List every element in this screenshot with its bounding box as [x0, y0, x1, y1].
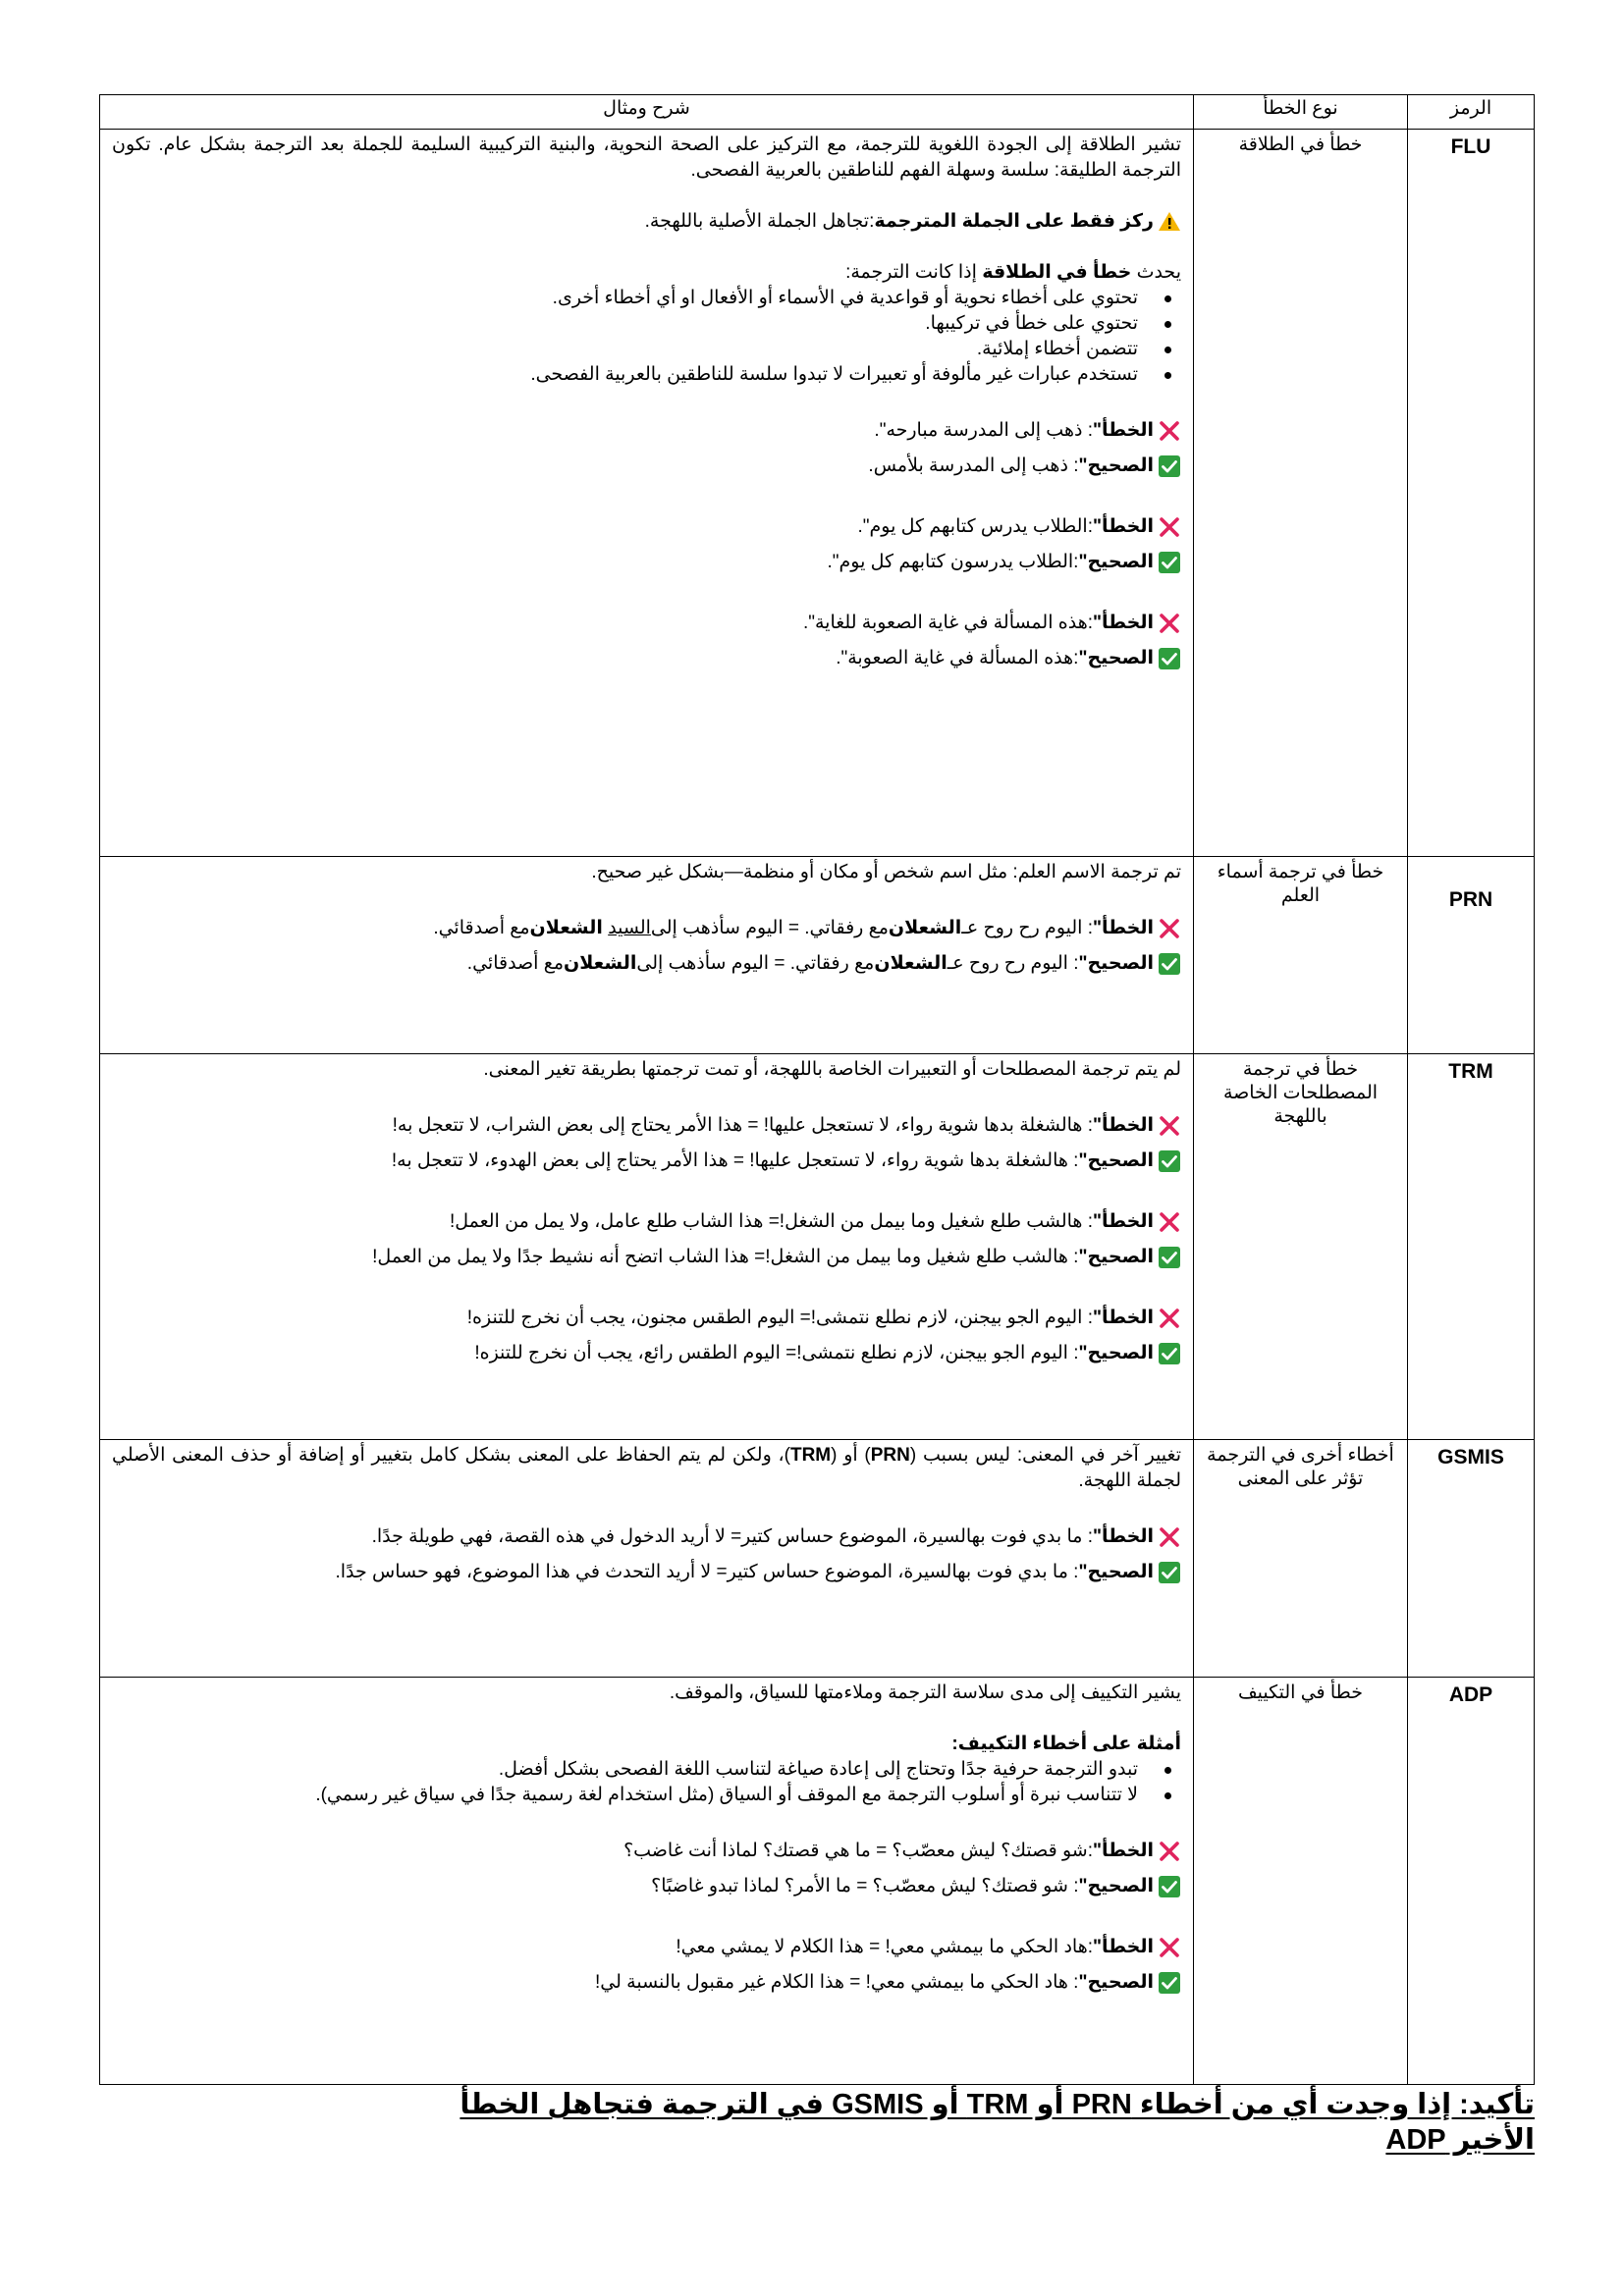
list-item: تحتوي على أخطاء نحوية أو قواعدية في الأسماء أو الأفعال او أي أخطاء أخرى. [112, 286, 1138, 311]
header-type: نوع الخطأ [1194, 95, 1408, 130]
cross-mark-icon [1158, 1210, 1181, 1234]
flu-warning-bold: ركز فقط على الجملة المترجمة [874, 211, 1154, 232]
flu-occurs-post: إذا كانت الترجمة: [845, 262, 983, 283]
type-flu: خطأ في الطلاقة [1194, 130, 1408, 857]
proper-name: الشعلان [888, 918, 962, 938]
flu-occurs-pre: يحدث [1131, 262, 1181, 283]
table-row-flu [100, 130, 1535, 857]
cross-mark-icon [1158, 419, 1181, 443]
adp-example-2-wrong [112, 1930, 1181, 1965]
right-label: الصحيح" [1078, 1972, 1154, 1993]
right-label: الصحيح" [1078, 953, 1154, 974]
flu-warning [112, 209, 1181, 235]
adp-intro: يشير التكييف إلى مدى سلاسة الترجمة وملاءمتها للسياق، والموقف. [669, 1682, 1181, 1703]
proper-name: الشعلان [564, 953, 637, 974]
table-row-trm [100, 1054, 1535, 1440]
right-text-a: : اليوم رح روح عـ [947, 953, 1079, 974]
right-label: الصحيح" [1078, 648, 1154, 668]
wrong-label: الخطأ" [1093, 1937, 1154, 1957]
adp-bullet-list [112, 1757, 1181, 1808]
wrong-text: : ذهب إلى المدرسة مبارحه". [874, 420, 1093, 441]
list-item: لا تتناسب نبرة أو أسلوب الترجمة مع الموقف أو السياق (مثل استخدام لغة رسمية جدًا في سياق غير رسمي). [112, 1783, 1138, 1808]
list-item: تستخدم عبارات غير مألوفة أو تعبيرات لا تبدوا سلسة للناطقين بالعربية الفصحى. [112, 362, 1138, 388]
prn-example-wrong [112, 911, 1181, 946]
cross-mark-icon [1158, 1114, 1181, 1138]
code-prn: PRN [1408, 857, 1535, 1054]
gsmis-intro-trm: TRM [789, 1445, 832, 1466]
warning-icon [1158, 210, 1181, 234]
table-header-row [100, 95, 1535, 130]
error-types-table [99, 94, 1535, 2085]
type-prn: خطأ في ترجمة أسماء العلم [1194, 857, 1408, 1054]
list-item: تبدو الترجمة حرفية جدًا وتحتاج إلى إعادة صياغة لتناسب اللغة الفصحى بشكل أفضل. [112, 1757, 1138, 1783]
code-gsmis: GSMIS [1408, 1440, 1535, 1678]
code-trm: TRM [1408, 1054, 1535, 1440]
cross-mark-icon [1158, 1307, 1181, 1330]
wrong-text-d: مع أصدقائي. [433, 918, 530, 938]
flu-example-3-wrong [112, 606, 1181, 641]
right-text: : اليوم الجو بيجنن، لازم نطلع نتمشى!= اليوم الطقس رائع، يجب أن نخرج للتنزه! [474, 1343, 1079, 1363]
cross-mark-icon [1158, 917, 1181, 940]
desc-flu [100, 130, 1194, 857]
flu-example-2-right [112, 545, 1181, 580]
trm-intro: لم يتم ترجمة المصطلحات أو التعبيرات الخاصة باللهجة، أو تمت ترجمتها بطريقة تغير المعنى. [483, 1059, 1181, 1080]
final-note: تأكيد: إذا وجدت أي من أخطاء PRN أو TRM أو GSMIS في الترجمة فتجاهل الخطأ الأخير ADP [460, 2089, 1535, 2156]
trm-example-3-wrong [112, 1301, 1181, 1336]
header-code: الرمز [1408, 95, 1535, 130]
desc-trm [100, 1054, 1194, 1440]
wrong-text: : ما بدي فوت بهالسيرة، الموضوع حساس كتير= لا أريد الدخول في هذه القصة، فهي طويلة جدًا. [371, 1526, 1093, 1547]
wrong-text: :هاد الحكي ما بيمشي معي! = هذا الكلام لا يمشي معي! [676, 1937, 1093, 1957]
check-box-icon [1158, 952, 1181, 976]
check-box-icon [1158, 647, 1181, 670]
table-row-prn [100, 857, 1535, 1054]
right-label: الصحيح" [1078, 455, 1154, 476]
right-text-d: مع أصدقائي. [466, 953, 565, 974]
gsmis-intro-b: ) أو ( [831, 1445, 871, 1466]
trm-example-1-right [112, 1144, 1181, 1179]
flu-example-1-wrong [112, 413, 1181, 449]
right-text: : ما بدي فوت بهالسيرة، الموضوع حساس كتير= لا أريد التحدث في هذا الموضوع، فهو حساس جدًا. [335, 1562, 1079, 1582]
wrong-label: الخطأ" [1093, 420, 1154, 441]
table-row-adp [100, 1678, 1535, 2085]
right-label: الصحيح" [1078, 1247, 1154, 1267]
gsmis-example-wrong [112, 1520, 1181, 1555]
wrong-text: :شو قصتك؟ ليش معصّب؟ = ما هي قصتك؟ لماذا أنت غاضب؟ [623, 1841, 1093, 1861]
right-text-b: مع رفقاتي. = اليوم سأذهب إلى [636, 953, 875, 974]
wrong-label: الخطأ" [1093, 516, 1154, 537]
check-box-icon [1158, 454, 1181, 478]
prn-intro: تم ترجمة الاسم العلم: مثل اسم شخص أو مكان أو منظمة—بشكل غير صحيح. [591, 862, 1181, 882]
wrong-label: الخطأ" [1093, 918, 1154, 938]
right-text: : شو قصتك؟ ليش معصّب؟ = ما الأمر؟ لماذا تبدو غاضبًا؟ [651, 1876, 1079, 1896]
wrong-label: الخطأ" [1093, 1841, 1154, 1861]
wrong-text: :الطلاب يدرس كتابهم كل يوم". [857, 516, 1093, 537]
adp-example-1-right [112, 1869, 1181, 1904]
type-trm: خطأ في ترجمة المصطلحات الخاصة باللهجة [1194, 1054, 1408, 1440]
wrong-label: الخطأ" [1093, 1115, 1154, 1136]
header-desc: شرح ومثال [100, 95, 1194, 130]
desc-gsmis [100, 1440, 1194, 1678]
check-box-icon [1158, 1149, 1181, 1173]
table-row-gsmis [100, 1440, 1535, 1678]
gsmis-intro-c: )، ولكن لم يتم الحفاظ على المعنى بشكل كامل بتغيير أو إضافة أو حذف المعنى الأصلي لجملة اللهجة. [112, 1445, 1181, 1491]
wrong-text: :هذه المسألة في غاية الصعوبة للغاية". [802, 613, 1093, 633]
right-text: : ذهب إلى المدرسة بلأمس. [868, 455, 1079, 476]
wrong-label: الخطأ" [1093, 1308, 1154, 1328]
trm-example-1-wrong [112, 1108, 1181, 1144]
cross-mark-icon [1158, 612, 1181, 635]
check-box-icon [1158, 1246, 1181, 1269]
wrong-text-a: : اليوم رح روح عـ [961, 918, 1093, 938]
code-flu: FLU [1408, 130, 1535, 857]
check-box-icon [1158, 1561, 1181, 1584]
check-box-icon [1158, 1971, 1181, 1995]
wrong-text: : اليوم الجو بيجنن، لازم نطلع نتمشى!= اليوم الطقس مجنون، يجب أن نخرج للتنزه! [466, 1308, 1093, 1328]
gsmis-intro-prn: PRN [870, 1445, 910, 1466]
cross-mark-icon [1158, 1840, 1181, 1863]
right-label: الصحيح" [1078, 552, 1154, 572]
wrong-label: الخطأ" [1093, 1526, 1154, 1547]
cross-mark-icon [1158, 1525, 1181, 1549]
cross-mark-icon [1158, 1936, 1181, 1959]
flu-intro: تشير الطلاقة إلى الجودة اللغوية للترجمة، مع التركيز على الصحة النحوية، والبنية التركيبية السليمة للجملة بعد الترجمة بشكل عام. تكون الترجمة الطليقة: سلسة وسهلة الفهم للناطقين بالعربية الفصحى. [112, 134, 1182, 181]
flu-occurs-bold: خطأ في الطلاقة [982, 262, 1132, 283]
desc-adp [100, 1678, 1194, 2085]
trm-example-2-right [112, 1240, 1181, 1275]
flu-occurs [112, 260, 1181, 286]
right-text: : هاد الحكي ما بيمشي معي! = هذا الكلام غير مقبول بالنسبة لي! [594, 1972, 1079, 1993]
gsmis-intro [112, 1443, 1181, 1494]
cross-mark-icon [1158, 515, 1181, 539]
right-text: :هذه المسألة في غاية الصعوبة". [836, 648, 1079, 668]
flu-bullet-list [112, 286, 1181, 388]
trm-example-2-wrong [112, 1204, 1181, 1240]
wrong-text: : هالشغلة بدها شوية رواء، لا تستعجل عليها! = هذا الأمر يحتاج إلى بعض الشراب، لا تتعجل به! [392, 1115, 1093, 1136]
type-gsmis: أخطاء أخرى في الترجمة تؤثر على المعنى [1194, 1440, 1408, 1678]
wrong-underlined: السيد [608, 918, 651, 938]
adp-example-1-wrong [112, 1834, 1181, 1869]
proper-name: الشعلان [529, 918, 603, 938]
right-label: الصحيح" [1078, 1343, 1154, 1363]
prn-example-right [112, 946, 1181, 982]
list-item: تحتوي على خطأ في تركيبها. [112, 311, 1138, 337]
wrong-text-b: مع رفقاتي. = اليوم سأذهب إلى [650, 918, 889, 938]
gsmis-intro-a: تغيير آخر في المعنى: ليس بسبب ( [909, 1445, 1181, 1466]
desc-prn [100, 857, 1194, 1054]
check-box-icon [1158, 1875, 1181, 1898]
adp-heading-text: أمثلة على أخطاء التكييف: [951, 1734, 1181, 1754]
right-text: : هالشب طلع شغيل وما بيمل من الشغل!= هذا الشاب اتضح أنه نشيط جدًا ولا يمل من العمل! [372, 1247, 1079, 1267]
code-adp: ADP [1408, 1678, 1535, 2085]
right-label: الصحيح" [1078, 1876, 1154, 1896]
wrong-label: الخطأ" [1093, 1211, 1154, 1232]
flu-example-3-right [112, 641, 1181, 676]
flu-example-2-wrong [112, 509, 1181, 545]
right-text: : هالشغلة بدها شوية رواء، لا تستعجل عليها! = هذا الأمر يحتاج إلى بعض الهدوء، لا تتعجل به! [391, 1150, 1079, 1171]
trm-example-3-right [112, 1336, 1181, 1371]
check-box-icon [1158, 1342, 1181, 1365]
right-label: الصحيح" [1078, 1562, 1154, 1582]
flu-example-1-right [112, 449, 1181, 484]
type-adp: خطأ في التكييف [1194, 1678, 1408, 2085]
right-text: :الطلاب يدرسون كتابهم كل يوم". [827, 552, 1079, 572]
proper-name: الشعلان [874, 953, 947, 974]
adp-example-2-right [112, 1965, 1181, 2001]
right-label: الصحيح" [1078, 1150, 1154, 1171]
gsmis-example-right [112, 1555, 1181, 1590]
check-box-icon [1158, 551, 1181, 574]
adp-heading [112, 1732, 1181, 1757]
list-item: تتضمن أخطاء إملائية. [112, 337, 1138, 362]
wrong-label: الخطأ" [1093, 613, 1154, 633]
wrong-text: : هالشب طلع شغيل وما بيمل من الشغل!= هذا الشاب طلع عامل، ولا يمل من العمل! [449, 1211, 1093, 1232]
flu-warning-rest: :تجاهل الجملة الأصلية باللهجة. [644, 211, 875, 232]
